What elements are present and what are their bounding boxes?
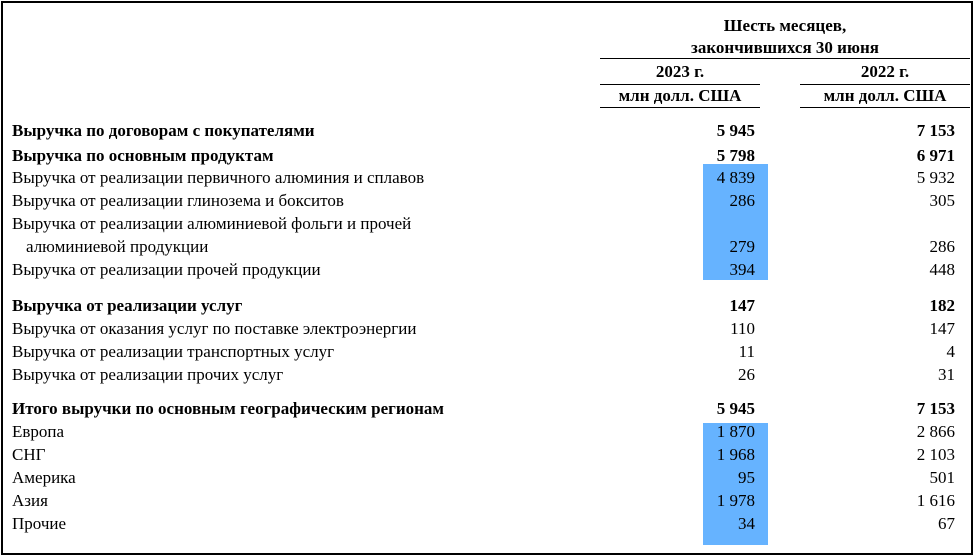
row-value-2023: 1 870: [716, 422, 755, 441]
row-value-2022: 2 866: [916, 422, 955, 441]
row-value-2023: 26: [738, 365, 755, 384]
row-label: Америка: [12, 468, 76, 487]
col-2023-header: 2023 г.: [655, 62, 705, 81]
period-header-line1: Шесть месяцев,: [723, 16, 847, 35]
row-label: Выручка от реализации алюминиевой фольги и прочей: [12, 214, 412, 233]
row-value-2023: 95: [738, 468, 755, 487]
row-label: Выручка от реализации услуг: [12, 296, 243, 315]
row-value-2022: 7 153: [916, 399, 955, 418]
row-value-2023: 1 968: [716, 445, 755, 464]
row-label: Европа: [12, 422, 65, 441]
row-value-2022: 31: [938, 365, 955, 384]
unit-2022-rule: [800, 107, 970, 108]
row-value-2022: 182: [929, 296, 955, 315]
row-value-2023: 279: [729, 237, 755, 256]
row-label: Выручка от реализации транспортных услуг: [12, 342, 335, 361]
row-value-2022: 4: [946, 342, 955, 361]
row-value-2023: 286: [729, 191, 755, 210]
row-label: Выручка от реализации прочих услуг: [12, 365, 284, 384]
row-label: Итого выручки по основным географическим регионам: [12, 399, 445, 418]
row-value-2022: 448: [929, 260, 955, 279]
row-label: Выручка от оказания услуг по поставке электроэнергии: [12, 319, 417, 338]
row-label: Выручка от реализации глинозема и бокситов: [12, 191, 344, 210]
row-value-2022: 67: [938, 514, 955, 533]
row-value-2023: 5 945: [716, 121, 755, 140]
row-value-2022: 305: [929, 191, 955, 210]
row-label: Прочие: [12, 514, 67, 533]
row-value-2023: 1 978: [716, 491, 755, 510]
row-value-2022: 1 616: [916, 491, 955, 510]
unit-2023-rule: [600, 107, 760, 108]
row-label: Азия: [12, 491, 48, 510]
row-label: Выручка по договорам с покупателями: [12, 121, 315, 140]
row-value-2022: 7 153: [916, 121, 955, 140]
row-value-2023: 5 798: [716, 146, 755, 165]
header-rule: [600, 58, 970, 59]
col-2022-header: 2022 г.: [860, 62, 910, 81]
row-label: СНГ: [12, 445, 46, 464]
row-value-2023: 34: [738, 514, 755, 533]
row-value-2022: 501: [929, 468, 955, 487]
row-value-2022: 286: [929, 237, 955, 256]
row-value-2023: 5 945: [716, 399, 755, 418]
row-value-2023: 11: [738, 342, 755, 361]
unit-2023: млн долл. США: [618, 86, 742, 105]
row-value-2023: 147: [729, 296, 755, 315]
row-value-2022: 6 971: [916, 146, 955, 165]
row-label: Выручка по основным продуктам: [12, 146, 274, 165]
row-value-2022: 2 103: [916, 445, 955, 464]
period-header-line2: закончившихся 30 июня: [691, 38, 879, 57]
row-value-2023: 4 839: [716, 168, 755, 187]
row-value-2023: 110: [730, 319, 755, 338]
row-label: Выручка от реализации первичного алюминия и сплавов: [12, 168, 425, 187]
row-value-2023: 394: [729, 260, 755, 279]
unit-2022: млн долл. США: [823, 86, 947, 105]
row-label-continued: алюминиевой продукции: [26, 237, 209, 256]
row-label: Выручка от реализации прочей продукции: [12, 260, 321, 279]
row-value-2022: 5 932: [916, 168, 955, 187]
row-value-2022: 147: [929, 319, 955, 338]
